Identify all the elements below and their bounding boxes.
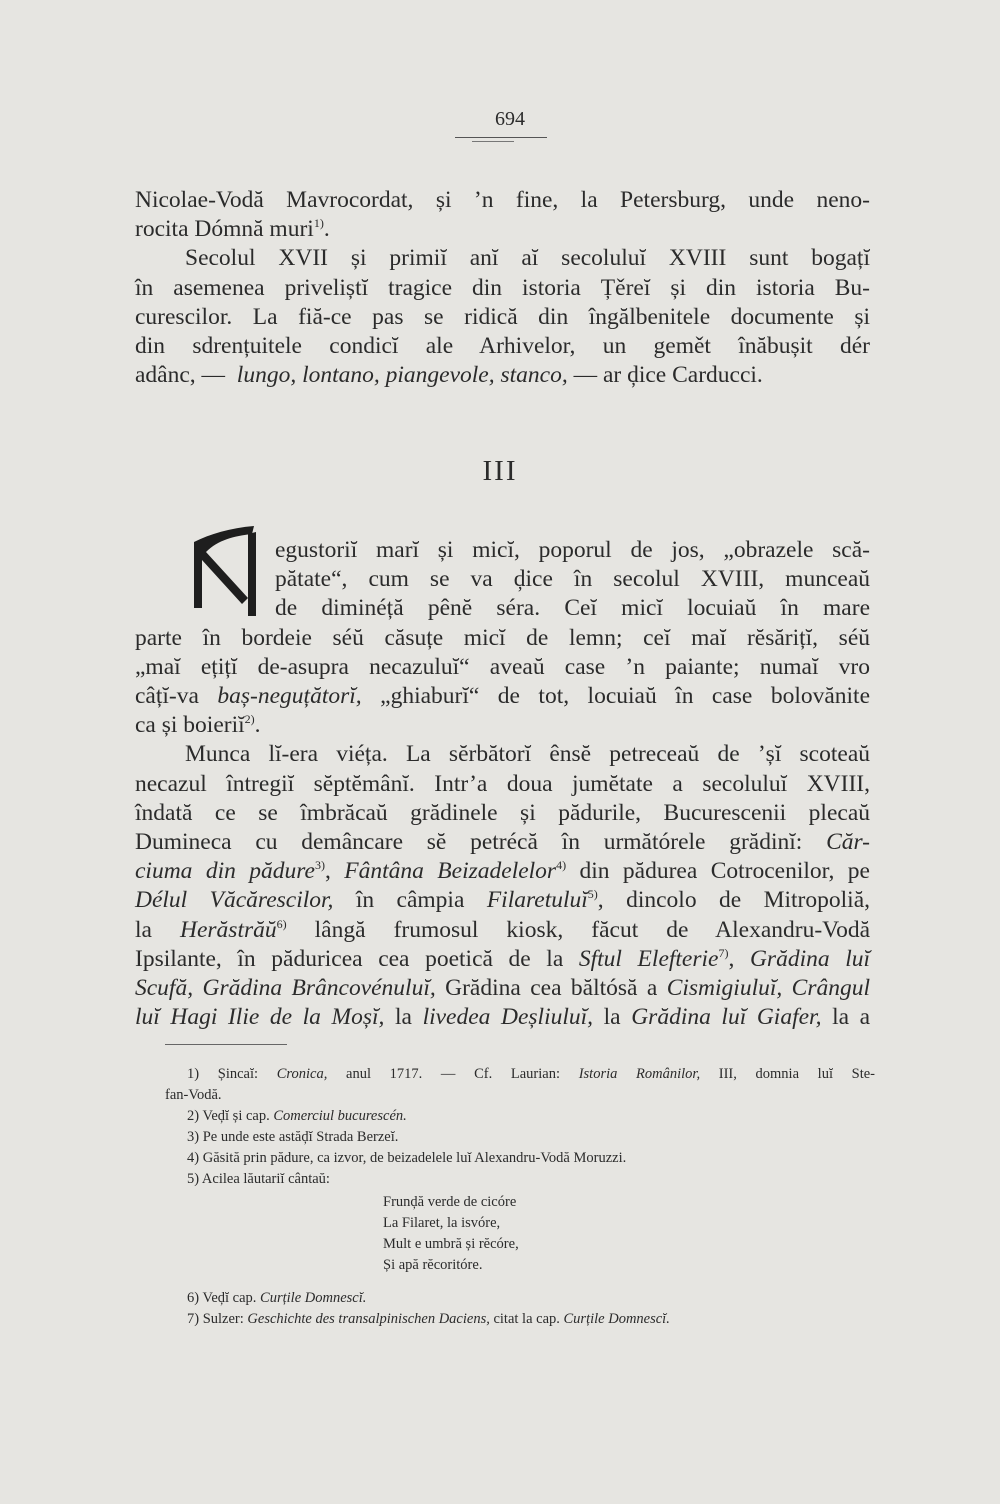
page-number-rule bbox=[455, 137, 547, 138]
text-line: de diminéță pênĕ séra. Ceĭ micĭ locuiaŭ în mare bbox=[275, 595, 870, 622]
text-line: ciuma din pădure$^{3)}$, Fântâna Beizadelelor$^{4)}$ din pădurea Cotrocenilor, pe bbox=[135, 858, 870, 885]
text-line: pătate“, cum se va ḑice în secolul XVIII, munceaŭ bbox=[275, 566, 870, 593]
text-line: câțĭ-va baș-neguțătorĭ, „ghiaburĭ“ de tot, locuiaŭ în case bolovănite bbox=[135, 683, 871, 710]
text-line: la Herăstrăŭ$^{6)}$ lângă frumosul kiosk, făcut de Alexandru-Vodă bbox=[135, 916, 871, 943]
footnotes-end bbox=[165, 1288, 875, 1330]
footnote-2: 2) Veḑĭ și cap. Comerciul bucurescén. bbox=[187, 1108, 407, 1124]
footnote-1: 1) Șincaĭ: Cronica, anul 1717. — Cf. Laurian: Istoria Românilor, III, domnia luĭ Ste- bbox=[187, 1066, 876, 1082]
footnote-1-cont: fan-Vodă. bbox=[165, 1087, 222, 1103]
text-line: în asemenea priveliștĭ tragice din istoria Țěreĭ și din istoria Bu- bbox=[135, 274, 870, 301]
text-line: Munca lĭ-era viéța. La sĕrbătorĭ ênsĕ petreceaŭ de ’șĭ scoteaŭ bbox=[185, 741, 870, 768]
section-heading: III bbox=[482, 455, 518, 487]
page-number: 694 bbox=[495, 108, 525, 130]
text-line: Délul Văcărescilor, în câmpia Filaretuluĭ$^{5)}$, dincolo de Mitropoliă, bbox=[135, 887, 870, 914]
verse-line: Și apă rĕcoritóre. bbox=[383, 1257, 483, 1273]
verse-line: Mult e umbră și rĕcóre, bbox=[383, 1236, 519, 1252]
text-line: ca și boieriĭ$^{2)}$. bbox=[135, 712, 261, 739]
verse-line: La Filaret, la isvóre, bbox=[383, 1215, 501, 1231]
text-line: parte în bordeie séŭ căsuțe micĭ de lemn; ceĭ maĭ rĕsărițĭ, séŭ bbox=[135, 624, 870, 651]
footnote-ref: 1) bbox=[313, 216, 324, 231]
paragraph-2 bbox=[135, 536, 870, 1032]
text-line: îndată ce se îmbrăcaŭ grădinele și pădurile, Bucurescenii plecaŭ bbox=[135, 799, 870, 826]
page-number-rule-short bbox=[472, 141, 514, 142]
footnote-separator bbox=[165, 1044, 287, 1045]
text-line: Ipsilante, în păduricea cea poetică de la Sftul Elefterie$^{7)}$, Grădina luĭ bbox=[135, 945, 871, 972]
text-line: egustoriĭ marĭ și micĭ, poporul de jos, „obrazele scă- bbox=[275, 537, 870, 563]
text-line: „maĭ ețițĭ de-asupra necazuluĭ“ aveaŭ case ’n paiante; numaĭ vro bbox=[135, 653, 870, 680]
footnote-5: 5) Acilea lăutariĭ cântaŭ: bbox=[187, 1171, 330, 1187]
footnotes bbox=[165, 1064, 875, 1190]
text-line: din sdrențuitele condicĭ ale Arhivelor, un gemět înăbușit dér bbox=[135, 333, 870, 360]
footnote-3: 3) Pe unde este astăḑĭ Strada Berzeĭ. bbox=[187, 1129, 399, 1145]
paragraph-1 bbox=[135, 186, 870, 390]
footnote-7: 7) Sulzer: Geschichte des transalpinischen Daciens, citat la cap. Curțile Domnescĭ. bbox=[187, 1311, 670, 1327]
text-line: Secolul XVII și primiĭ anĭ aĭ secoluluĭ XVIII sunt bogațĭ bbox=[185, 245, 870, 272]
footnote-ref: 2) bbox=[244, 712, 255, 727]
text-line: necazul întregiĭ sĕptĕmânĭ. Intr’a doua jumĕtate a secoluluĭ XVIII, bbox=[135, 770, 870, 797]
footnote-6: 6) Veḑĭ cap. Curțile Domnescĭ. bbox=[187, 1290, 367, 1306]
text-line: rocita Dómnă muri$^{1)}$. bbox=[135, 216, 330, 243]
text-line: luĭ Hagi Ilie de la Moșĭ, la livedea Deșliuluĭ, la Grădina luĭ Giafer, la a bbox=[135, 1004, 871, 1031]
text-line: Scufă, Grădina Brâncovénuluĭ, Grădina cea băltósă a Cismigiuluĭ, Crângul bbox=[135, 975, 870, 1002]
footnote-4: 4) Găsită prin pădure, ca izvor, de beizadelele luĭ Alexandru-Vodă Moruzzi. bbox=[187, 1150, 627, 1166]
text-line: Dumineca cu demâncare sĕ petrécă în următórele grădinĭ: Căr- bbox=[135, 829, 870, 856]
footnote-verse bbox=[383, 1192, 519, 1276]
verse-line: Frunḑă verde de cicóre bbox=[383, 1194, 517, 1210]
text-line: adânc, — lungo, lontano, piangevole, stanco, — ar ḑice Carducci. bbox=[135, 362, 763, 389]
text-line: curescilor. La fiă-ce pas se ridică din îngălbenitele documente și bbox=[135, 303, 870, 330]
text-line: Nicolae-Vodă Mavrocordat, și ’n fine, la Petersburg, unde neno- bbox=[135, 187, 870, 213]
